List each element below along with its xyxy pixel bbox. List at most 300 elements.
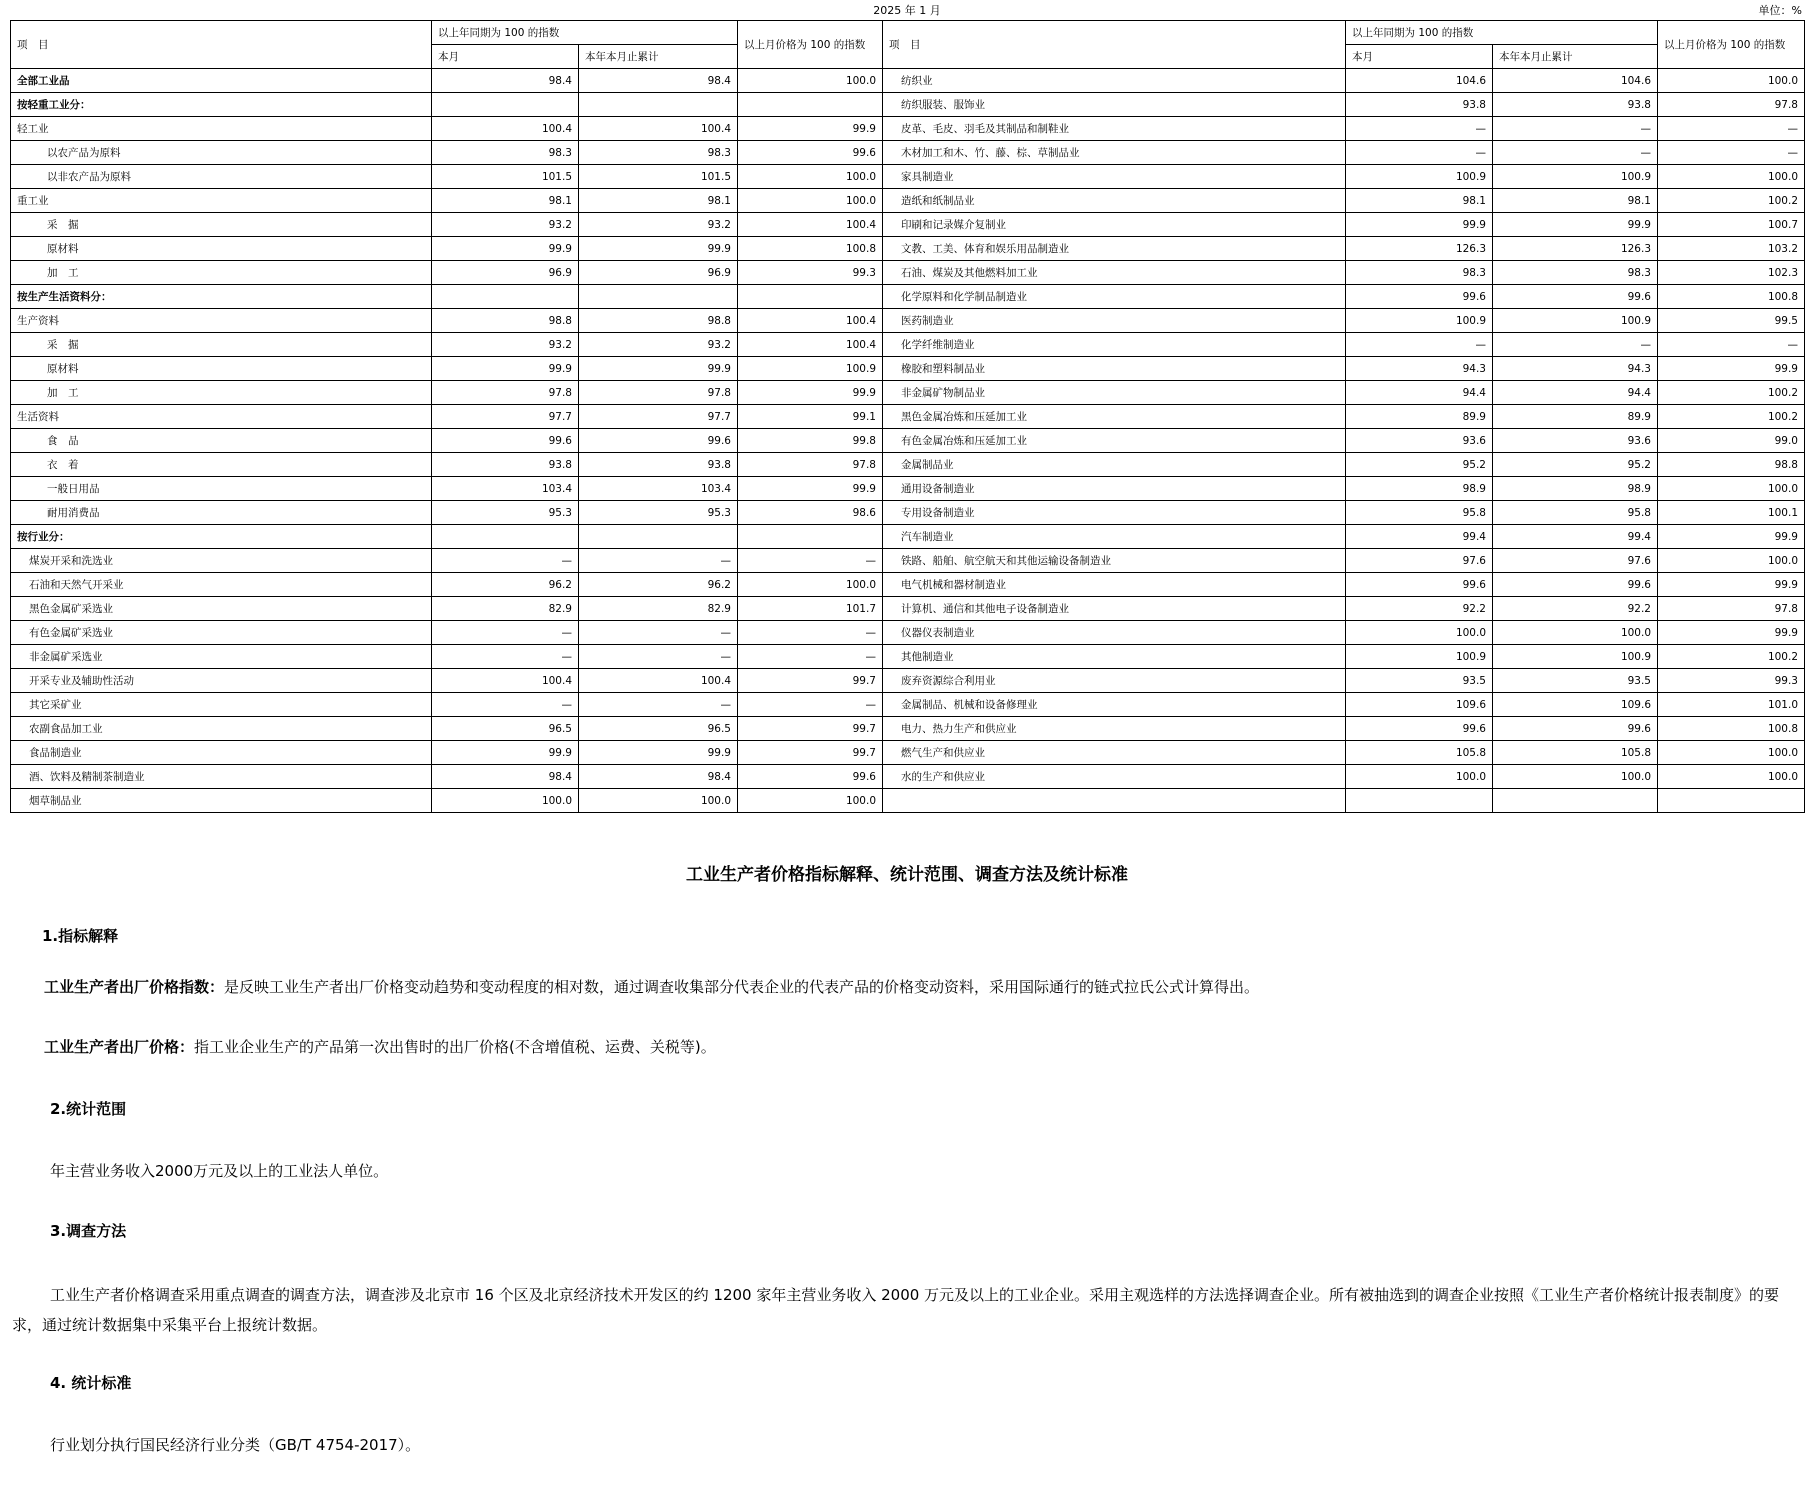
right-month-value: 109.6: [1346, 693, 1493, 717]
left-mom-value: 99.6: [738, 765, 883, 789]
left-item-label: 煤炭开采和洗选业: [11, 549, 432, 573]
right-mom-value: 100.0: [1658, 741, 1805, 765]
left-item-label: 加 工: [11, 381, 432, 405]
table-row: [11, 645, 1805, 669]
left-mom-value: 99.8: [738, 429, 883, 453]
right-cumulative-value: 105.8: [1493, 741, 1658, 765]
left-mom-value: 100.0: [738, 189, 883, 213]
table-row: [11, 453, 1805, 477]
left-mom-value: 100.0: [738, 165, 883, 189]
right-item-label: 燃气生产和供应业: [883, 741, 1346, 765]
paragraph: 行业划分执行国民经济行业分类（GB/T 4754-2017）。: [50, 1436, 421, 1454]
left-cumulative-value: —: [579, 645, 738, 669]
left-mom-value: 100.4: [738, 309, 883, 333]
section-heading: 2.统计范围: [50, 1100, 127, 1118]
left-month-value: 97.8: [432, 381, 579, 405]
right-cumulative-value: 99.6: [1493, 717, 1658, 741]
right-item-label: 水的生产和供应业: [883, 765, 1346, 789]
left-mom-value: 100.4: [738, 213, 883, 237]
left-mom-value: —: [738, 693, 883, 717]
right-cumulative-value: —: [1493, 333, 1658, 357]
right-mom-value: 101.0: [1658, 693, 1805, 717]
right-cumulative-value: 93.6: [1493, 429, 1658, 453]
right-item-label: 铁路、船舶、航空航天和其他运输设备制造业: [883, 549, 1346, 573]
right-mom-value: 99.0: [1658, 429, 1805, 453]
left-item-label: 黑色金属矿采选业: [11, 597, 432, 621]
right-mom-value: 103.2: [1658, 237, 1805, 261]
right-item-label: 文教、工美、体育和娱乐用品制造业: [883, 237, 1346, 261]
table-row: [11, 165, 1805, 189]
left-item-label: 开采专业及辅助性活动: [11, 669, 432, 693]
right-mom-value: 100.8: [1658, 285, 1805, 309]
table-row: [11, 333, 1805, 357]
left-mom-value: 98.6: [738, 501, 883, 525]
left-item-label: 按生产生活资料分：: [11, 285, 432, 309]
definition: 指工业企业生产的产品第一次出售时的出厂价格(不含增值税、运费、关税等)。: [194, 1038, 716, 1056]
left-mom-value: 99.9: [738, 117, 883, 141]
table-row: [11, 213, 1805, 237]
left-cumulative-value: 97.8: [579, 381, 738, 405]
left-cumulative-value: [579, 285, 738, 309]
term: 工业生产者出厂价格：: [44, 1038, 195, 1056]
section-heading: 3.调查方法: [50, 1222, 127, 1240]
left-cumulative-value: 100.0: [579, 789, 738, 813]
left-cumulative-value: —: [579, 549, 738, 573]
left-month-value: 100.4: [432, 117, 579, 141]
table-row: [11, 189, 1805, 213]
left-mom-value: 100.9: [738, 357, 883, 381]
right-item-label: 金属制品、机械和设备修理业: [883, 693, 1346, 717]
left-cumulative-value: 98.8: [579, 309, 738, 333]
left-month-value: 98.3: [432, 141, 579, 165]
right-item-label: 其他制造业: [883, 645, 1346, 669]
left-item-label: 原材料: [11, 237, 432, 261]
right-month-value: 99.6: [1346, 573, 1493, 597]
left-mom-value: 100.0: [738, 573, 883, 597]
table-row: [11, 789, 1805, 813]
right-cumulative-value: 99.6: [1493, 573, 1658, 597]
right-month-value: 105.8: [1346, 741, 1493, 765]
table-row: [11, 549, 1805, 573]
table-row: [11, 237, 1805, 261]
left-month-value: 98.8: [432, 309, 579, 333]
header-month: 本月: [432, 45, 579, 69]
right-cumulative-value: [1493, 789, 1658, 813]
right-month-value: 93.5: [1346, 669, 1493, 693]
left-mom-value: [738, 525, 883, 549]
right-mom-value: 97.8: [1658, 597, 1805, 621]
right-cumulative-value: 104.6: [1493, 69, 1658, 93]
right-month-value: 94.3: [1346, 357, 1493, 381]
left-cumulative-value: 103.4: [579, 477, 738, 501]
right-cumulative-value: 99.6: [1493, 285, 1658, 309]
left-cumulative-value: 82.9: [579, 597, 738, 621]
right-item-label: 金属制品业: [883, 453, 1346, 477]
table-row: [11, 741, 1805, 765]
left-item-label: 生活资料: [11, 405, 432, 429]
right-mom-value: 99.5: [1658, 309, 1805, 333]
table-row: [11, 501, 1805, 525]
right-item-label: 化学原料和化学制品制造业: [883, 285, 1346, 309]
right-cumulative-value: 100.9: [1493, 645, 1658, 669]
right-mom-value: 100.7: [1658, 213, 1805, 237]
section-heading: 4. 统计标准: [50, 1374, 132, 1392]
right-month-value: —: [1346, 117, 1493, 141]
left-cumulative-value: 96.9: [579, 261, 738, 285]
table-row: [11, 573, 1805, 597]
header-cumulative: 本年本月止累计: [579, 45, 738, 69]
notes-section: [0, 860, 1814, 1454]
left-item-label: 全部工业品: [11, 69, 432, 93]
right-month-value: 98.9: [1346, 477, 1493, 501]
right-item-label: 石油、煤炭及其他燃料加工业: [883, 261, 1346, 285]
right-mom-value: 99.9: [1658, 357, 1805, 381]
right-month-value: 100.0: [1346, 765, 1493, 789]
left-mom-value: 100.8: [738, 237, 883, 261]
left-cumulative-value: 95.3: [579, 501, 738, 525]
left-mom-value: [738, 285, 883, 309]
right-month-value: 92.2: [1346, 597, 1493, 621]
left-cumulative-value: [579, 93, 738, 117]
right-mom-value: 100.8: [1658, 717, 1805, 741]
right-cumulative-value: 94.4: [1493, 381, 1658, 405]
left-item-label: 食 品: [11, 429, 432, 453]
table-row: [11, 405, 1805, 429]
term: 工业生产者出厂价格指数：: [44, 978, 225, 996]
table-row: [11, 429, 1805, 453]
left-cumulative-value: 98.4: [579, 765, 738, 789]
right-month-value: 126.3: [1346, 237, 1493, 261]
right-mom-value: 100.0: [1658, 69, 1805, 93]
left-month-value: 100.4: [432, 669, 579, 693]
right-mom-value: 100.1: [1658, 501, 1805, 525]
right-item-label: 非金属矿物制品业: [883, 381, 1346, 405]
table-row: [11, 765, 1805, 789]
right-item-label: 化学纤维制造业: [883, 333, 1346, 357]
right-month-value: 93.6: [1346, 429, 1493, 453]
table-row: [11, 93, 1805, 117]
left-cumulative-value: —: [579, 621, 738, 645]
left-item-label: 重工业: [11, 189, 432, 213]
paragraph: 工业生产者价格调查采用重点调查的调查方法，调查涉及北京市 16 个区及北京经济技术开发区的约 1200 家年主营业务收入 2000 万元及以上的工业企业。采用主观选样的方法选择调查企业。所有被抽选到的调查企业按照《工业生产者价格统计报表制度》的要求，通过统计数据集中采集平台上报统计数据。: [12, 1286, 1780, 1334]
left-cumulative-value: 93.2: [579, 333, 738, 357]
unit-label: 单位：%: [1758, 4, 1802, 17]
left-month-value: 98.4: [432, 69, 579, 93]
right-cumulative-value: 100.9: [1493, 165, 1658, 189]
table-row: [11, 309, 1805, 333]
right-mom-value: 99.9: [1658, 525, 1805, 549]
right-month-value: 98.1: [1346, 189, 1493, 213]
right-item-label: 计算机、通信和其他电子设备制造业: [883, 597, 1346, 621]
table-row: [11, 669, 1805, 693]
left-month-value: 96.9: [432, 261, 579, 285]
right-cumulative-value: 100.9: [1493, 309, 1658, 333]
left-cumulative-value: 93.2: [579, 213, 738, 237]
right-cumulative-value: 95.8: [1493, 501, 1658, 525]
left-mom-value: 99.9: [738, 477, 883, 501]
table-row: [11, 597, 1805, 621]
left-month-value: 98.4: [432, 765, 579, 789]
left-cumulative-value: 99.9: [579, 237, 738, 261]
left-month-value: —: [432, 621, 579, 645]
price-index-table: [10, 20, 1805, 813]
left-cumulative-value: 100.4: [579, 669, 738, 693]
right-item-label: 造纸和纸制品业: [883, 189, 1346, 213]
left-item-label: 轻工业: [11, 117, 432, 141]
table-row: [11, 381, 1805, 405]
right-cumulative-value: 98.9: [1493, 477, 1658, 501]
right-item-label: 汽车制造业: [883, 525, 1346, 549]
left-item-label: 石油和天然气开采业: [11, 573, 432, 597]
right-mom-value: —: [1658, 141, 1805, 165]
table-row: [11, 141, 1805, 165]
right-cumulative-value: 100.0: [1493, 765, 1658, 789]
right-month-value: 100.9: [1346, 165, 1493, 189]
left-month-value: 99.6: [432, 429, 579, 453]
header-yoy-group: 以上年同期为 100 的指数: [1346, 21, 1658, 45]
right-item-label: 电力、热力生产和供应业: [883, 717, 1346, 741]
right-mom-value: 99.3: [1658, 669, 1805, 693]
notes-title: 工业生产者价格指标解释、统计范围、调查方法及统计标准: [686, 865, 1128, 885]
left-item-label: 按行业分：: [11, 525, 432, 549]
left-cumulative-value: 99.9: [579, 741, 738, 765]
header-yoy-group: 以上年同期为 100 的指数: [432, 21, 738, 45]
left-item-label: 耐用消费品: [11, 501, 432, 525]
table-caption: [0, 0, 1814, 18]
right-month-value: —: [1346, 333, 1493, 357]
right-cumulative-value: 97.6: [1493, 549, 1658, 573]
right-mom-value: [1658, 789, 1805, 813]
right-item-label: 废弃资源综合利用业: [883, 669, 1346, 693]
left-mom-value: 99.7: [738, 741, 883, 765]
left-item-label: 原材料: [11, 357, 432, 381]
header-item: 项 目: [11, 21, 432, 69]
paragraph: 年主营业务收入2000万元及以上的工业法人单位。: [50, 1162, 389, 1180]
right-cumulative-value: —: [1493, 117, 1658, 141]
left-month-value: 96.5: [432, 717, 579, 741]
report-date: 2025 年 1 月: [873, 4, 941, 17]
left-item-label: 烟草制品业: [11, 789, 432, 813]
table-row: [11, 69, 1805, 93]
left-month-value: [432, 525, 579, 549]
right-cumulative-value: 89.9: [1493, 405, 1658, 429]
paragraph: [44, 972, 1802, 1002]
right-item-label: 家具制造业: [883, 165, 1346, 189]
left-month-value: 93.2: [432, 213, 579, 237]
left-item-label: 一般日用品: [11, 477, 432, 501]
left-mom-value: 100.0: [738, 789, 883, 813]
left-month-value: 82.9: [432, 597, 579, 621]
left-month-value: 93.8: [432, 453, 579, 477]
left-month-value: 99.9: [432, 357, 579, 381]
right-item-label: 印刷和记录媒介复制业: [883, 213, 1346, 237]
right-mom-value: 99.9: [1658, 621, 1805, 645]
left-mom-value: —: [738, 645, 883, 669]
right-month-value: 89.9: [1346, 405, 1493, 429]
left-month-value: [432, 285, 579, 309]
right-month-value: 95.2: [1346, 453, 1493, 477]
left-mom-value: 99.9: [738, 381, 883, 405]
left-mom-value: 99.7: [738, 669, 883, 693]
right-cumulative-value: 98.3: [1493, 261, 1658, 285]
right-mom-value: 100.0: [1658, 165, 1805, 189]
right-cumulative-value: 109.6: [1493, 693, 1658, 717]
right-cumulative-value: —: [1493, 141, 1658, 165]
left-cumulative-value: 98.4: [579, 69, 738, 93]
left-item-label: 食品制造业: [11, 741, 432, 765]
left-month-value: 103.4: [432, 477, 579, 501]
left-item-label: 酒、饮料及精制茶制造业: [11, 765, 432, 789]
left-month-value: 98.1: [432, 189, 579, 213]
section-heading: 1.指标解释: [42, 927, 119, 945]
left-cumulative-value: 99.6: [579, 429, 738, 453]
table-row: [11, 621, 1805, 645]
right-item-label: 皮革、毛皮、羽毛及其制品和制鞋业: [883, 117, 1346, 141]
right-mom-value: 102.3: [1658, 261, 1805, 285]
header-month: 本月: [1346, 45, 1493, 69]
left-item-label: 农副食品加工业: [11, 717, 432, 741]
right-month-value: 99.4: [1346, 525, 1493, 549]
right-month-value: [1346, 789, 1493, 813]
left-item-label: 其它采矿业: [11, 693, 432, 717]
left-cumulative-value: —: [579, 693, 738, 717]
right-mom-value: 100.0: [1658, 477, 1805, 501]
left-mom-value: 97.8: [738, 453, 883, 477]
left-mom-value: —: [738, 621, 883, 645]
right-month-value: 100.0: [1346, 621, 1493, 645]
left-item-label: 非金属矿采选业: [11, 645, 432, 669]
right-month-value: 99.6: [1346, 717, 1493, 741]
right-mom-value: —: [1658, 117, 1805, 141]
right-item-label: 木材加工和木、竹、藤、棕、草制品业: [883, 141, 1346, 165]
right-item-label: 通用设备制造业: [883, 477, 1346, 501]
header-item: 项 目: [883, 21, 1346, 69]
left-cumulative-value: 99.9: [579, 357, 738, 381]
right-month-value: 98.3: [1346, 261, 1493, 285]
left-cumulative-value: 93.8: [579, 453, 738, 477]
left-item-label: 加 工: [11, 261, 432, 285]
left-item-label: 采 掘: [11, 213, 432, 237]
left-mom-value: —: [738, 549, 883, 573]
right-month-value: 97.6: [1346, 549, 1493, 573]
left-cumulative-value: [579, 525, 738, 549]
right-item-label: 专用设备制造业: [883, 501, 1346, 525]
left-month-value: 99.9: [432, 237, 579, 261]
right-cumulative-value: 95.2: [1493, 453, 1658, 477]
left-mom-value: 99.3: [738, 261, 883, 285]
right-item-label: [883, 789, 1346, 813]
left-mom-value: 99.6: [738, 141, 883, 165]
table-header-row: [11, 21, 1805, 45]
right-month-value: —: [1346, 141, 1493, 165]
left-item-label: 衣 着: [11, 453, 432, 477]
table-row: [11, 717, 1805, 741]
right-mom-value: 100.0: [1658, 549, 1805, 573]
right-item-label: 电气机械和器材制造业: [883, 573, 1346, 597]
left-month-value: 93.2: [432, 333, 579, 357]
right-month-value: 99.6: [1346, 285, 1493, 309]
left-item-label: 以农产品为原料: [11, 141, 432, 165]
left-cumulative-value: 97.7: [579, 405, 738, 429]
left-cumulative-value: 100.4: [579, 117, 738, 141]
right-item-label: 有色金属冶炼和压延加工业: [883, 429, 1346, 453]
left-mom-value: 100.4: [738, 333, 883, 357]
definition: 是反映工业生产者出厂价格变动趋势和变动程度的相对数，通过调查收集部分代表企业的代表产品的价格变动资料，采用国际通行的链式拉氏公式计算得出。: [224, 978, 1260, 996]
left-mom-value: 101.7: [738, 597, 883, 621]
header-mom: 以上月价格为 100 的指数: [1658, 21, 1805, 69]
right-item-label: 纺织服装、服饰业: [883, 93, 1346, 117]
right-cumulative-value: 94.3: [1493, 357, 1658, 381]
right-cumulative-value: 93.5: [1493, 669, 1658, 693]
table-row: [11, 285, 1805, 309]
right-month-value: 100.9: [1346, 309, 1493, 333]
right-cumulative-value: 92.2: [1493, 597, 1658, 621]
left-item-label: 以非农产品为原料: [11, 165, 432, 189]
right-cumulative-value: 99.9: [1493, 213, 1658, 237]
left-mom-value: 99.7: [738, 717, 883, 741]
right-mom-value: 100.2: [1658, 405, 1805, 429]
right-cumulative-value: 98.1: [1493, 189, 1658, 213]
right-month-value: 100.9: [1346, 645, 1493, 669]
left-mom-value: 100.0: [738, 69, 883, 93]
left-cumulative-value: 98.3: [579, 141, 738, 165]
table-row: [11, 477, 1805, 501]
right-month-value: 104.6: [1346, 69, 1493, 93]
left-item-label: 按轻重工业分：: [11, 93, 432, 117]
right-item-label: 黑色金属冶炼和压延加工业: [883, 405, 1346, 429]
left-month-value: —: [432, 645, 579, 669]
left-item-label: 生产资料: [11, 309, 432, 333]
table-row: [11, 693, 1805, 717]
left-month-value: —: [432, 693, 579, 717]
right-mom-value: —: [1658, 333, 1805, 357]
right-item-label: 纺织业: [883, 69, 1346, 93]
right-item-label: 仪器仪表制造业: [883, 621, 1346, 645]
left-mom-value: [738, 93, 883, 117]
table-row: [11, 525, 1805, 549]
right-month-value: 94.4: [1346, 381, 1493, 405]
right-month-value: 93.8: [1346, 93, 1493, 117]
right-mom-value: 100.2: [1658, 189, 1805, 213]
left-item-label: 采 掘: [11, 333, 432, 357]
left-month-value: —: [432, 549, 579, 573]
right-mom-value: 97.8: [1658, 93, 1805, 117]
left-month-value: 101.5: [432, 165, 579, 189]
paragraph: [44, 1032, 1802, 1062]
right-month-value: 99.9: [1346, 213, 1493, 237]
left-month-value: 95.3: [432, 501, 579, 525]
left-month-value: 96.2: [432, 573, 579, 597]
right-mom-value: 99.9: [1658, 573, 1805, 597]
table-row: [11, 117, 1805, 141]
left-month-value: 97.7: [432, 405, 579, 429]
left-month-value: 100.0: [432, 789, 579, 813]
header-mom: 以上月价格为 100 的指数: [738, 21, 883, 69]
left-mom-value: 99.1: [738, 405, 883, 429]
right-item-label: 医药制造业: [883, 309, 1346, 333]
right-item-label: 橡胶和塑料制品业: [883, 357, 1346, 381]
header-cumulative: 本年本月止累计: [1493, 45, 1658, 69]
right-month-value: 95.8: [1346, 501, 1493, 525]
table-row: [11, 261, 1805, 285]
right-cumulative-value: 99.4: [1493, 525, 1658, 549]
right-mom-value: 100.2: [1658, 645, 1805, 669]
right-cumulative-value: 100.0: [1493, 621, 1658, 645]
right-mom-value: 100.0: [1658, 765, 1805, 789]
left-month-value: 99.9: [432, 741, 579, 765]
left-cumulative-value: 96.5: [579, 717, 738, 741]
right-cumulative-value: 126.3: [1493, 237, 1658, 261]
